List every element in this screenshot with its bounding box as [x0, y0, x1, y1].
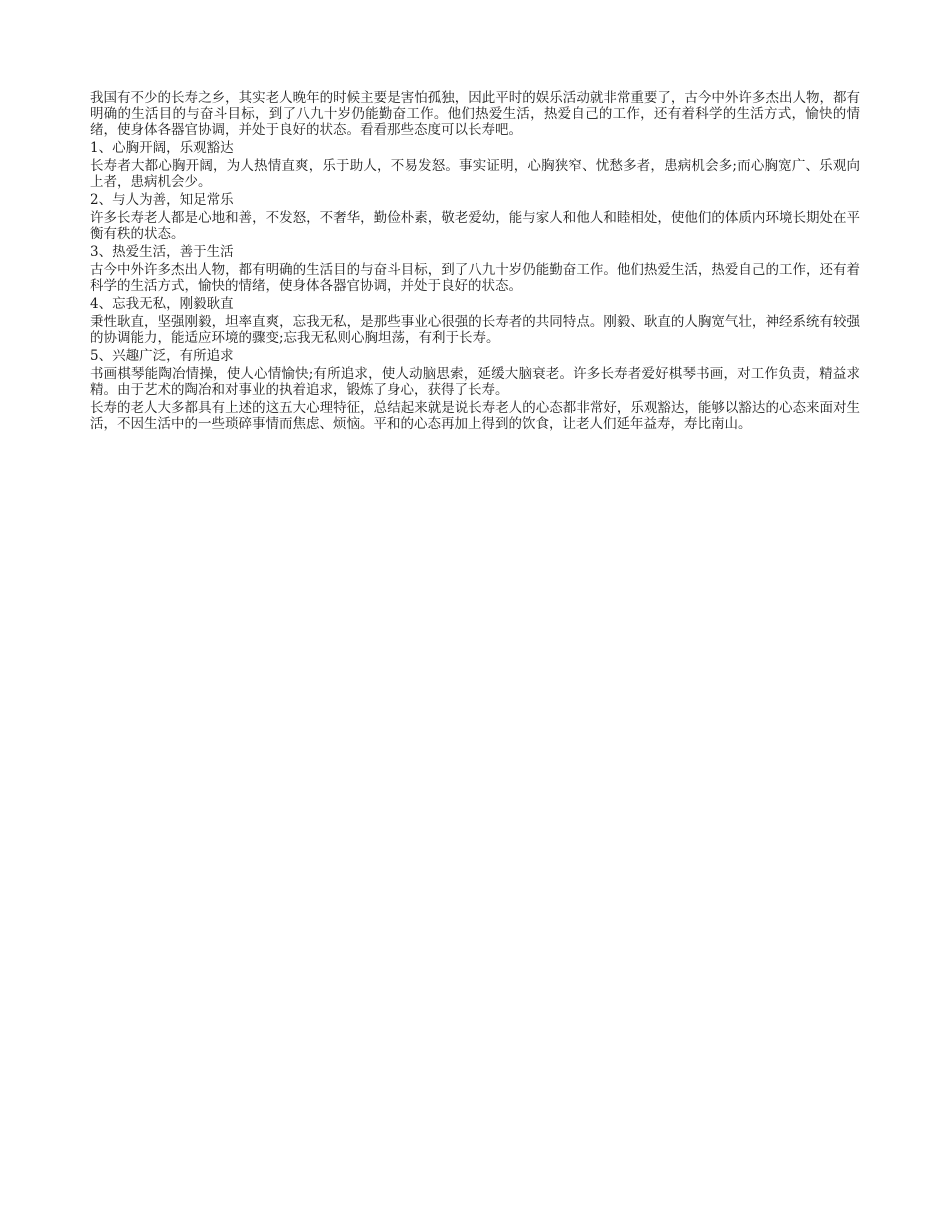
section-4-body: 秉性耿直，坚强刚毅，坦率直爽，忘我无私，是那些事业心很强的长寿者的共同特点。刚毅、耿直的人胸宽气壮，神经系统有较强的协调能力，能适应环境的骤变;忘我无私则心胸坦荡，有利于长寿。: [90, 314, 860, 346]
section-3-body: 古今中外许多杰出人物，都有明确的生活目的与奋斗目标，到了八九十岁仍能勤奋工作。他们热爱生活，热爱自己的工作，还有着科学的生活方式，愉快的情绪，使身体各器官协调，并处于良好的状态。: [90, 262, 860, 294]
document-page: [90, 90, 860, 434]
section-4-heading: 4、忘我无私，刚毅耿直: [90, 296, 234, 312]
section-1-heading: 1、心胸开阔，乐观豁达: [90, 140, 234, 156]
section-1-body: 长寿者大都心胸开阔，为人热情直爽，乐于助人，不易发怒。事实证明，心胸狭窄、忧愁多者，患病机会多;而心胸宽广、乐观向上者，患病机会少。: [90, 158, 860, 190]
intro-paragraph: 我国有不少的长寿之乡，其实老人晚年的时候主要是害怕孤独，因此平时的娱乐活动就非常重要了，古今中外许多杰出人物，都有明确的生活目的与奋斗目标，到了八九十岁仍能勤奋工作。他们热爱生活，热爱自己的工作，还有着科学的生活方式，愉快的情绪，使身体各器官协调，并处于良好的状态。看看那些态度可以长寿吧。: [90, 90, 860, 138]
conclusion-paragraph: 长寿的老人大多都具有上述的这五大心理特征，总结起来就是说长寿老人的心态都非常好，乐观豁达，能够以豁达的心态来面对生活，不因生活中的一些琐碎事情而焦虑、烦恼。平和的心态再加上得到的饮食，让老人们延年益寿，寿比南山。: [90, 400, 860, 432]
section-2-heading: 2、与人为善，知足常乐: [90, 192, 234, 208]
section-2-body: 许多长寿老人都是心地和善，不发怒，不奢华，勤俭朴素，敬老爱幼，能与家人和他人和睦相处，使他们的体质内环境长期处在平衡有秩的状态。: [90, 210, 860, 242]
section-5-heading: 5、兴趣广泛，有所追求: [90, 348, 234, 364]
section-5-body: 书画棋琴能陶冶情操，使人心情愉快;有所追求，使人动脑思索，延缓大脑衰老。许多长寿者爱好棋琴书画，对工作负责，精益求精。由于艺术的陶冶和对事业的执着追求，锻炼了身心，获得了长寿。: [90, 366, 860, 398]
section-3-heading: 3、热爱生活，善于生活: [90, 244, 234, 260]
